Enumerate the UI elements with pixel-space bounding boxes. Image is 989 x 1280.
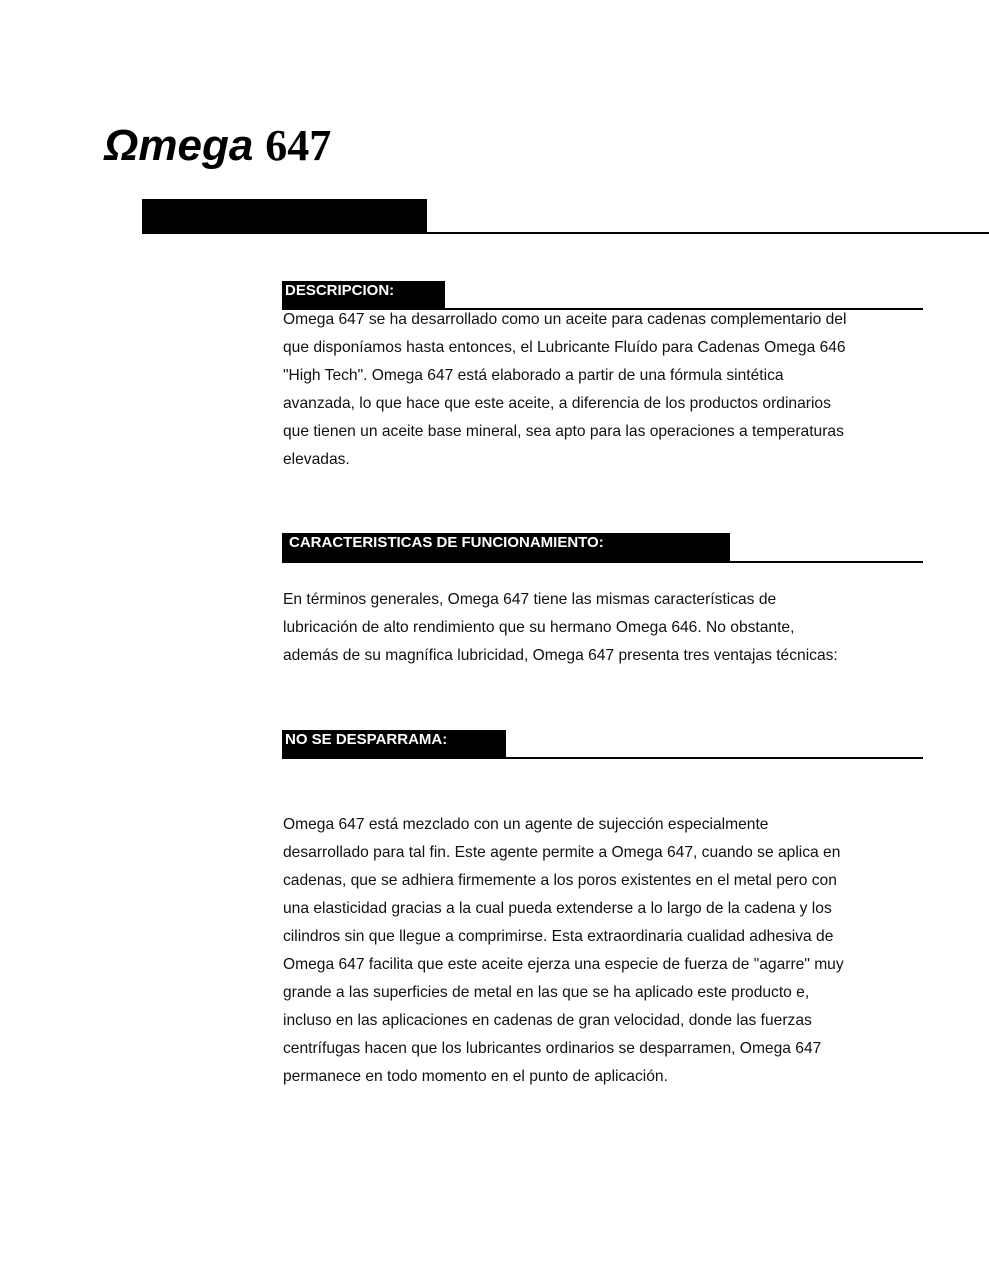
section-body-caracteristicas: En términos generales, Omega 647 tiene las mismas características de lubricación de alto rendimiento que su hermano Omega 646. No obstante, además de su magnífica lubricidad, Omega 647 presenta tres ventajas técnicas: <box>283 591 838 664</box>
header-bar-block <box>142 199 427 233</box>
section-title-descripcion: DESCRIPCION: <box>282 281 445 310</box>
section-title-no-se-desparrama: NO SE DESPARRAMA: <box>282 730 506 759</box>
section-rule-no-se-desparrama <box>282 757 923 759</box>
section-body-no-se-desparrama: Omega 647 está mezclado con un agente de sujección especialmente desarrollado para tal fin. Este agente permite a Omega 647, cuando se aplica en cadenas, que se adhiera firmemente a los poros existentes en el metal pero con una elasticidad gracias a la cual pueda extenderse a lo largo de la cadena y los cilindros sin que llegue a comprimirse. Esta extraordinaria cualidad adhesiva de Omega 647 facilita que este aceite ejerza una especie de fuerza de "agarre" muy grande a las superficies de metal en las que se ha aplicado este producto e, incluso en las aplicaciones en cadenas de gran velocidad, donde las fuerzas centrífugas hacen que los lubricantes ordinarios se desparramen, Omega 647 permanece en todo momento en el punto de aplicación. <box>283 816 844 1085</box>
product-title <box>104 116 331 176</box>
section-rule-caracteristicas <box>282 561 923 563</box>
brand-name: Ωmega <box>104 121 254 170</box>
section-title-caracteristicas: CARACTERISTICAS DE FUNCIONAMIENTO: <box>282 533 730 562</box>
product-number: 647 <box>265 121 332 170</box>
header-rule <box>142 232 989 234</box>
section-body-descripcion: Omega 647 se ha desarrollado como un aceite para cadenas complementario del que disponíamos hasta entonces, el Lubricante Fluído para Cadenas Omega 646 "High Tech". Omega 647 está elaborado a partir de una fórmula sintética avanzada, lo que hace que este aceite, a diferencia de los productos ordinarios que tienen un aceite base mineral, sea apto para las operaciones a temperaturas elevadas. <box>283 311 847 468</box>
